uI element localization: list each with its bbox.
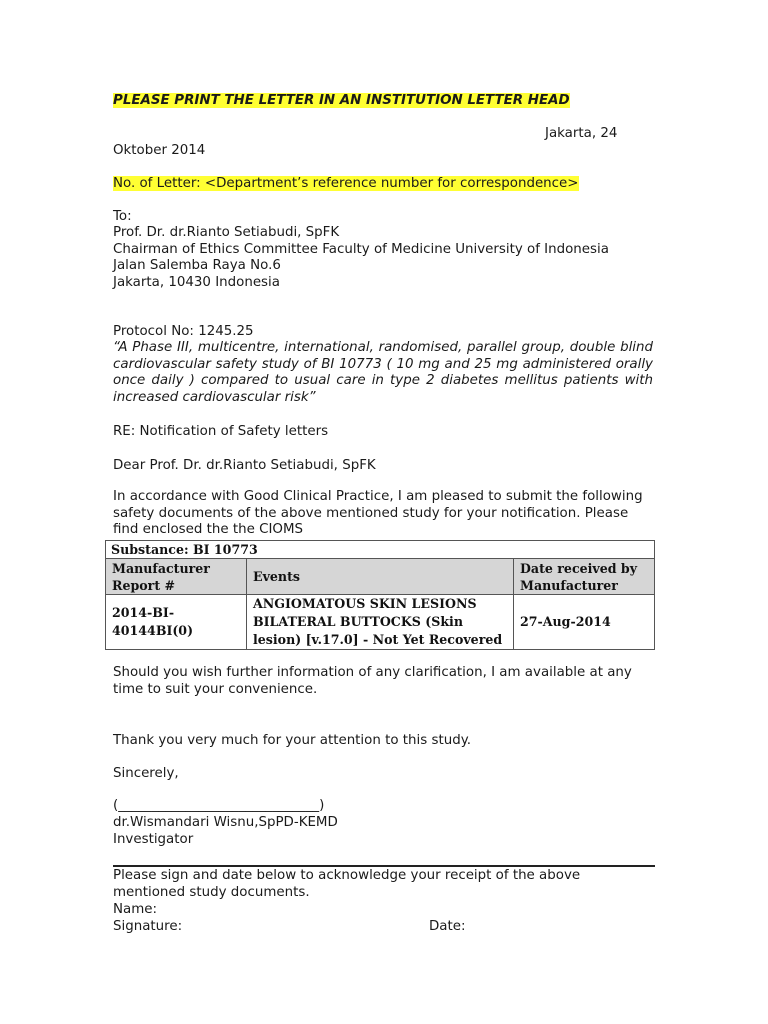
further-info-paragraph: Should you wish further information of any clarification, I am available at any time to suit your convenience.: [113, 665, 632, 697]
protocol-title: “A Phase III, multicentre, international, randomised, parallel group, double blind cardiovascular safety study of BI 10773 ( 10 mg and 25 mg administered orally once daily ) compared to usual care in type 2 diabetes mellitus patients with increased cardiovascular risk”: [113, 340, 653, 405]
row-report: 2014-BI-40144BI(0): [106, 595, 247, 650]
print-instruction: [113, 92, 570, 109]
signature-line: (______________________________): [113, 798, 325, 813]
recipient-address-2: Jakarta, 10430 Indonesia: [113, 275, 280, 290]
closing-line: Sincerely,: [113, 766, 179, 781]
salutation: Dear Prof. Dr. dr.Rianto Setiabudi, SpFK: [113, 458, 376, 473]
place-date-line2: Oktober 2014: [113, 143, 206, 158]
safety-table: [105, 540, 655, 650]
row-event: ANGIOMATOUS SKIN LESIONS BILATERAL BUTTOCKS (Skin lesion) [v.17.0] - Not Yet Recovered: [247, 595, 514, 650]
place-date-line1: Jakarta, 24: [545, 126, 618, 141]
recipient-address-1: Jalan Salemba Raya No.6: [113, 258, 281, 273]
row-date: 27-Aug-2014: [514, 595, 655, 650]
substance-cell: Substance: BI 10773: [106, 541, 655, 559]
acknowledgement-date-label: Date:: [429, 919, 466, 934]
acknowledgement-name-label: Name:: [113, 902, 158, 917]
intro-paragraph: In accordance with Good Clinical Practice, I am pleased to submit the following safety documents of the above mentioned study for your notification. Please find enclosed the the CIOMS: [113, 489, 643, 538]
table-row: [106, 595, 655, 650]
recipient-to-label: To:: [113, 209, 132, 224]
signatory-role: Investigator: [113, 832, 194, 847]
table-substance-row: [106, 541, 655, 559]
signatory-name: dr.Wismandari Wisnu,SpPD-KEMD: [113, 815, 338, 830]
letter-number-text: No. of Letter: <Department’s reference number for correspondence>: [113, 176, 579, 191]
recipient-name: Prof. Dr. dr.Rianto Setiabudi, SpFK: [113, 225, 340, 240]
header-report: Manufacturer Report #: [106, 559, 247, 595]
acknowledgement-text: Please sign and date below to acknowledge your receipt of the above mentioned study documents.: [113, 868, 581, 900]
thanks-line: Thank you very much for your attention to this study.: [113, 733, 471, 748]
header-events: Events: [247, 559, 514, 595]
acknowledgement-signature-label: Signature:: [113, 919, 183, 934]
letter-number: [113, 175, 579, 192]
protocol-number: Protocol No: 1245.25: [113, 324, 254, 339]
header-date: Date received by Manufacturer: [514, 559, 655, 595]
section-divider: [113, 865, 655, 867]
table-header-row: [106, 559, 655, 595]
re-line: RE: Notification of Safety letters: [113, 424, 329, 439]
print-instruction-text: PLEASE PRINT THE LETTER IN AN INSTITUTION LETTER HEAD: [113, 93, 570, 108]
recipient-position: Chairman of Ethics Committee Faculty of Medicine University of Indonesia: [113, 242, 609, 257]
